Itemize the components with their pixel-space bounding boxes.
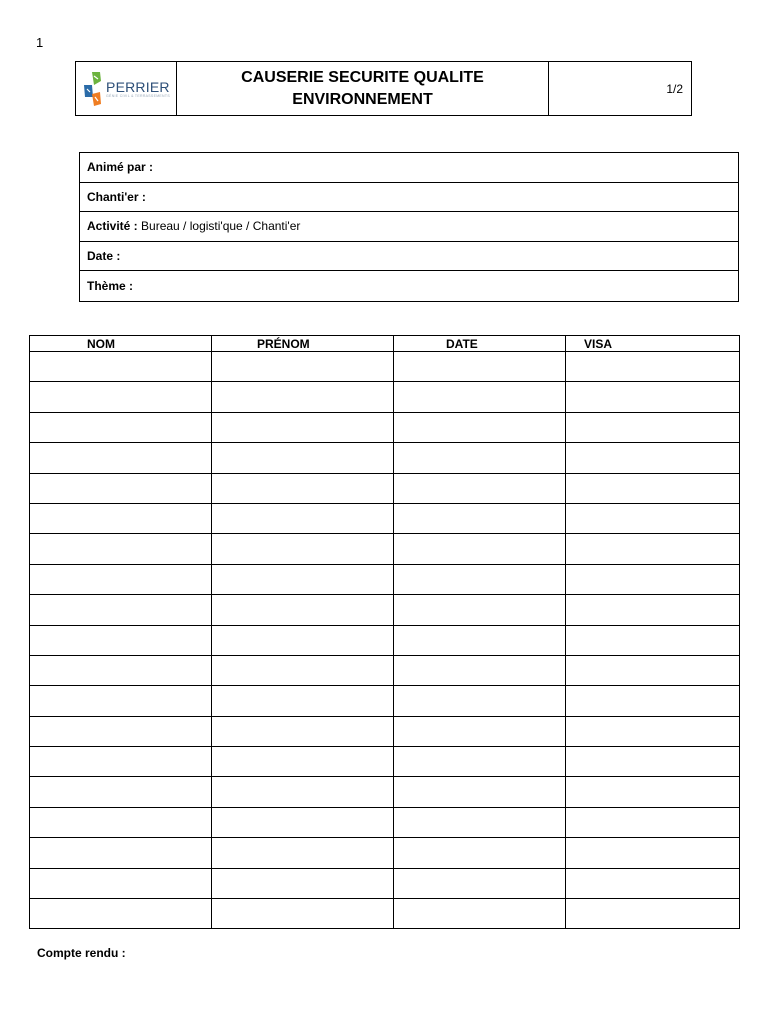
compte-rendu-label: Compte rendu :: [37, 946, 126, 960]
table-header-row: [30, 336, 740, 352]
session-info-box: [79, 152, 739, 302]
field-anime-par[interactable]: Animé par :: [80, 153, 738, 183]
table-row: [30, 747, 740, 777]
date-cell[interactable]: [394, 473, 566, 503]
table-row: [30, 777, 740, 807]
table-row: [30, 899, 740, 929]
nom-cell[interactable]: [30, 564, 212, 594]
date-cell[interactable]: [394, 382, 566, 412]
nom-cell[interactable]: [30, 899, 212, 929]
date-cell[interactable]: [394, 564, 566, 594]
table-row: [30, 655, 740, 685]
visa-cell[interactable]: [566, 807, 740, 837]
date-cell[interactable]: [394, 412, 566, 442]
prenom-cell[interactable]: [212, 838, 394, 868]
visa-cell[interactable]: [566, 686, 740, 716]
prenom-cell[interactable]: [212, 625, 394, 655]
date-cell[interactable]: [394, 595, 566, 625]
visa-cell[interactable]: [566, 747, 740, 777]
prenom-cell[interactable]: [212, 564, 394, 594]
company-logo: [82, 70, 170, 108]
table-row: [30, 382, 740, 412]
prenom-cell[interactable]: [212, 899, 394, 929]
date-cell[interactable]: [394, 625, 566, 655]
table-row: [30, 807, 740, 837]
visa-cell[interactable]: [566, 716, 740, 746]
prenom-cell[interactable]: [212, 534, 394, 564]
nom-cell[interactable]: [30, 807, 212, 837]
nom-cell[interactable]: [30, 716, 212, 746]
date-cell[interactable]: [394, 352, 566, 382]
nom-cell[interactable]: [30, 868, 212, 898]
visa-cell[interactable]: [566, 503, 740, 533]
nom-cell[interactable]: [30, 352, 212, 382]
title-line-2: ENVIRONNEMENT: [292, 90, 433, 108]
prenom-cell[interactable]: [212, 352, 394, 382]
date-cell[interactable]: [394, 747, 566, 777]
visa-cell[interactable]: [566, 899, 740, 929]
visa-cell[interactable]: [566, 777, 740, 807]
nom-cell[interactable]: [30, 534, 212, 564]
document-title: [177, 62, 549, 115]
document-header: [75, 61, 692, 116]
date-cell[interactable]: [394, 868, 566, 898]
nom-cell[interactable]: [30, 503, 212, 533]
date-cell[interactable]: [394, 443, 566, 473]
table-row: [30, 564, 740, 594]
header-prenom: PRÉNOM: [212, 336, 394, 352]
date-cell[interactable]: [394, 777, 566, 807]
date-cell[interactable]: [394, 899, 566, 929]
title-line-1: CAUSERIE SECURITE QUALITE: [241, 68, 484, 86]
table-row: [30, 352, 740, 382]
visa-cell[interactable]: [566, 534, 740, 564]
prenom-cell[interactable]: [212, 382, 394, 412]
prenom-cell[interactable]: [212, 807, 394, 837]
field-theme[interactable]: Thème :: [87, 279, 134, 294]
prenom-cell[interactable]: [212, 777, 394, 807]
header-visa: VISA: [566, 336, 740, 352]
nom-cell[interactable]: [30, 443, 212, 473]
prenom-cell[interactable]: [212, 443, 394, 473]
nom-cell[interactable]: [30, 595, 212, 625]
prenom-cell[interactable]: [212, 747, 394, 777]
date-cell[interactable]: [394, 807, 566, 837]
visa-cell[interactable]: [566, 625, 740, 655]
field-chantier[interactable]: Chanti'er :: [80, 183, 738, 213]
nom-cell[interactable]: [30, 382, 212, 412]
nom-cell[interactable]: [30, 655, 212, 685]
nom-cell[interactable]: [30, 747, 212, 777]
table-row: [30, 534, 740, 564]
field-date[interactable]: Date :: [80, 242, 738, 272]
activite-value: Bureau / logisti'que / Chanti'er: [141, 219, 301, 234]
date-cell[interactable]: [394, 686, 566, 716]
table-row: [30, 443, 740, 473]
perrier-logo-icon: [82, 70, 104, 108]
visa-cell[interactable]: [566, 443, 740, 473]
visa-cell[interactable]: [566, 473, 740, 503]
nom-cell[interactable]: [30, 412, 212, 442]
table-row: [30, 595, 740, 625]
prenom-cell[interactable]: [212, 595, 394, 625]
prenom-cell[interactable]: [212, 473, 394, 503]
nom-cell[interactable]: [30, 838, 212, 868]
page-reference: 1/2: [666, 81, 683, 96]
visa-cell[interactable]: [566, 868, 740, 898]
date-cell[interactable]: [394, 716, 566, 746]
header-date: DATE: [394, 336, 566, 352]
nom-cell[interactable]: [30, 473, 212, 503]
prenom-cell[interactable]: [212, 868, 394, 898]
visa-cell[interactable]: [566, 382, 740, 412]
logo-name: PERRIER: [106, 79, 170, 95]
attendance-body: [30, 352, 740, 929]
table-row: [30, 503, 740, 533]
field-activite[interactable]: [80, 212, 738, 242]
table-row: [30, 473, 740, 503]
nom-cell[interactable]: [30, 777, 212, 807]
date-cell[interactable]: [394, 655, 566, 685]
visa-cell[interactable]: [566, 655, 740, 685]
prenom-cell[interactable]: [212, 655, 394, 685]
page-number: 1: [36, 35, 44, 50]
logo-cell: [76, 62, 177, 115]
activite-label: Activité :: [87, 219, 138, 234]
prenom-cell[interactable]: [212, 412, 394, 442]
table-row: [30, 716, 740, 746]
date-cell[interactable]: [394, 503, 566, 533]
visa-cell[interactable]: [566, 838, 740, 868]
table-row: [30, 412, 740, 442]
nom-cell[interactable]: [30, 625, 212, 655]
header-nom: NOM: [30, 336, 212, 352]
prenom-cell[interactable]: [212, 503, 394, 533]
table-row: [30, 868, 740, 898]
date-cell[interactable]: [394, 838, 566, 868]
prenom-cell[interactable]: [212, 716, 394, 746]
nom-cell[interactable]: [30, 686, 212, 716]
prenom-cell[interactable]: [212, 686, 394, 716]
visa-cell[interactable]: [566, 564, 740, 594]
table-row: [30, 625, 740, 655]
date-cell[interactable]: [394, 534, 566, 564]
table-row: [30, 686, 740, 716]
table-row: [30, 838, 740, 868]
logo-tagline: GÉNIE CIVIL & TERRASSEMENTS: [106, 94, 170, 98]
visa-cell[interactable]: [566, 412, 740, 442]
visa-cell[interactable]: [566, 352, 740, 382]
visa-cell[interactable]: [566, 595, 740, 625]
attendance-table: [29, 335, 740, 929]
